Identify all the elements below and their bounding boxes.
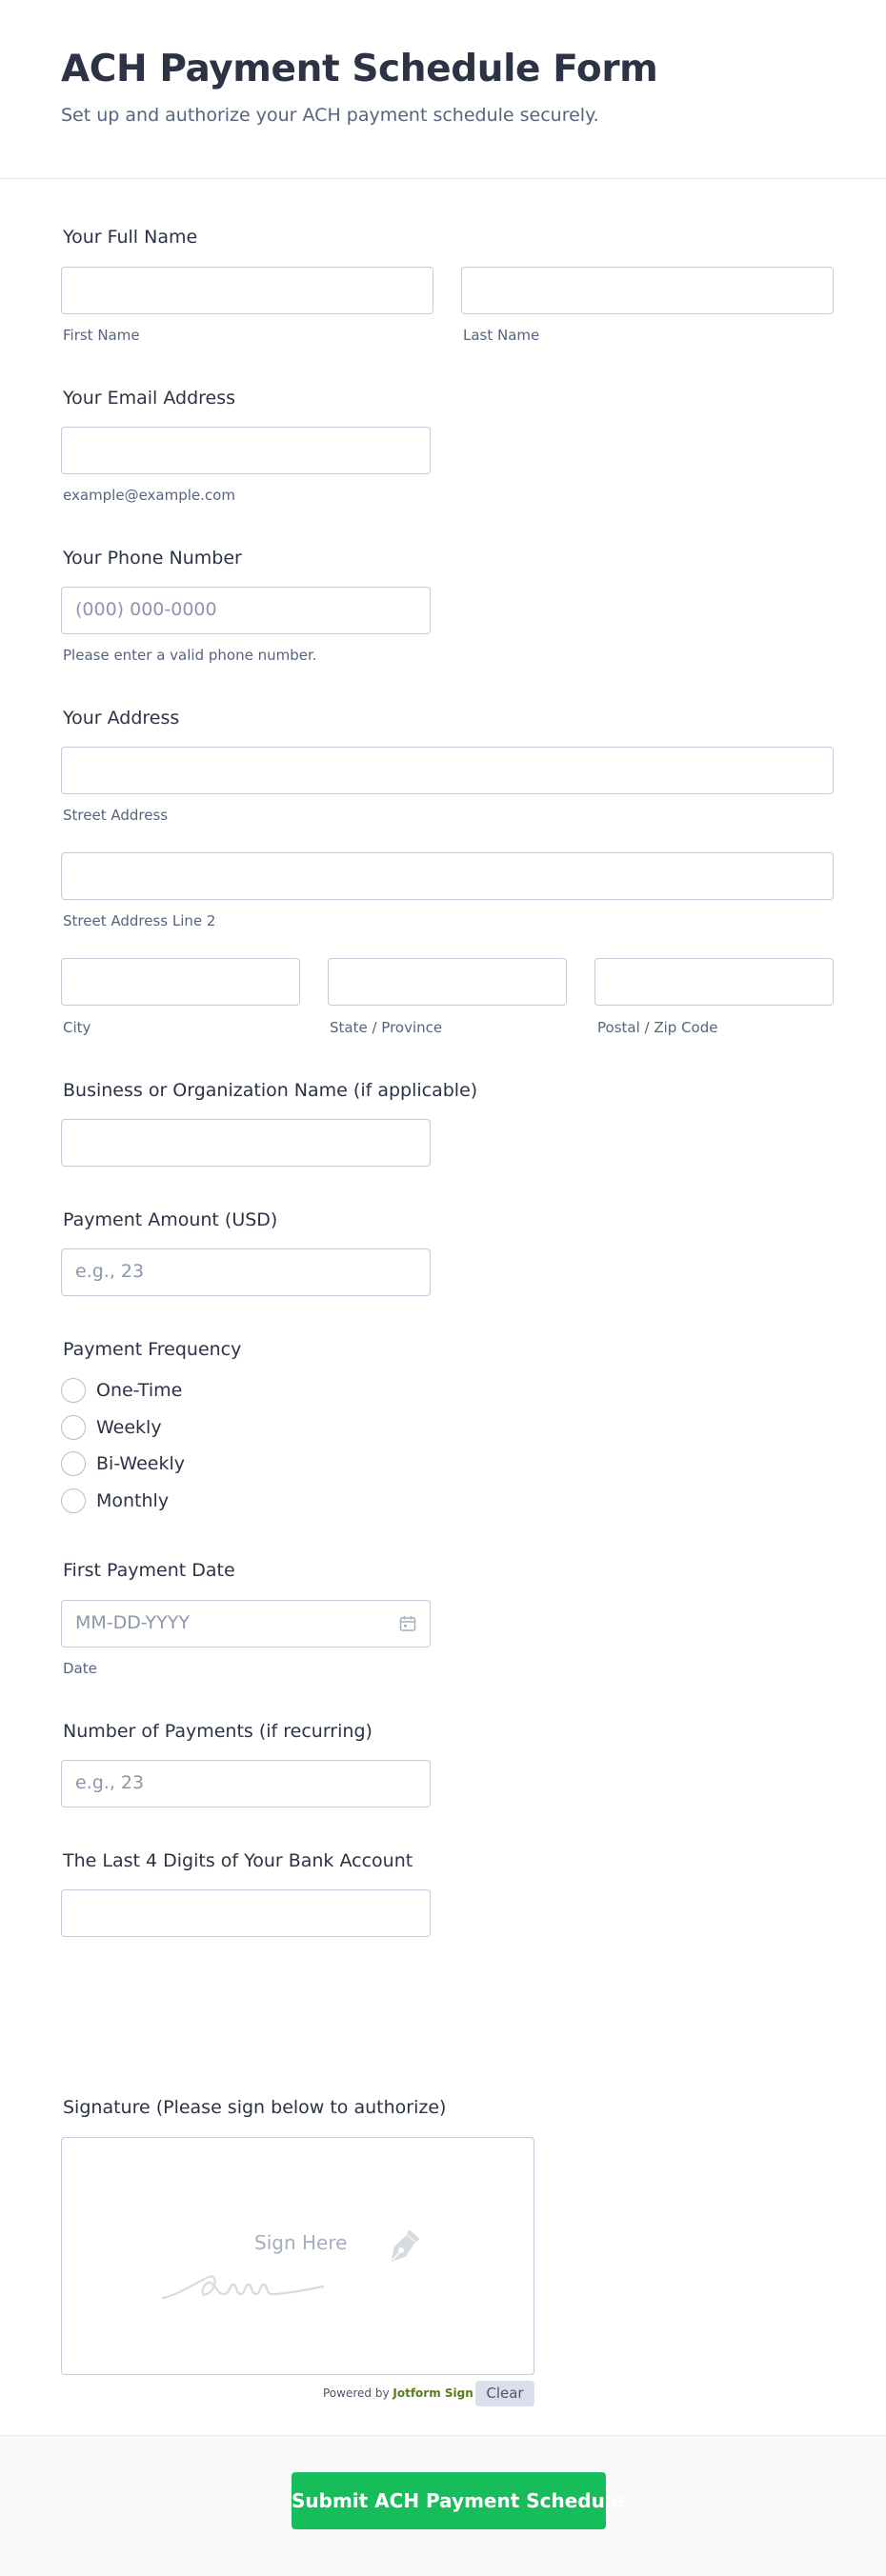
- radio-weekly[interactable]: [61, 1415, 213, 1442]
- business-input[interactable]: [61, 1119, 431, 1167]
- first-date-label: First Payment Date: [63, 1560, 235, 1581]
- city-input[interactable]: [61, 958, 300, 1006]
- radio-label: Weekly: [96, 1417, 162, 1438]
- state-input[interactable]: [328, 958, 567, 1006]
- first-date-placeholder: MM-DD-YYYY: [75, 1612, 190, 1633]
- first-name-input[interactable]: [61, 267, 433, 314]
- city-sublabel: City: [63, 1019, 91, 1036]
- page-title: ACH Payment Schedule Form: [61, 48, 658, 90]
- last-name-sublabel: Last Name: [463, 327, 540, 344]
- num-payments-label: Number of Payments (if recurring): [63, 1721, 373, 1742]
- street-address-line2-sublabel: Street Address Line 2: [63, 912, 216, 929]
- email-input[interactable]: [61, 427, 431, 474]
- radio-circle[interactable]: [61, 1451, 86, 1476]
- jotform-sign-brand: Jotform Sign: [393, 2386, 473, 2400]
- address-label: Your Address: [63, 708, 180, 729]
- radio-label: Bi-Weekly: [96, 1453, 185, 1474]
- amount-input[interactable]: [61, 1248, 431, 1296]
- radio-label: One-Time: [96, 1380, 183, 1401]
- num-payments-input[interactable]: [61, 1760, 431, 1807]
- amount-label: Payment Amount (USD): [63, 1209, 278, 1230]
- amount-placeholder: e.g., 23: [75, 1261, 145, 1282]
- zip-sublabel: Postal / Zip Code: [597, 1019, 718, 1036]
- clear-signature-button[interactable]: Clear: [475, 2381, 534, 2406]
- powered-by: [323, 2386, 473, 2400]
- first-name-sublabel: First Name: [63, 327, 140, 344]
- last-name-input[interactable]: [461, 267, 834, 314]
- calendar-icon[interactable]: [399, 1615, 416, 1632]
- street-address-input[interactable]: [61, 747, 834, 794]
- phone-input[interactable]: [61, 587, 431, 634]
- signature-placeholder: Sign Here: [254, 2231, 348, 2254]
- form-header: [0, 0, 886, 179]
- street-address-sublabel: Street Address: [63, 807, 169, 824]
- first-date-input[interactable]: [61, 1600, 431, 1647]
- signature-label: Signature (Please sign below to authorize): [63, 2097, 447, 2118]
- pen-icon: [380, 2229, 422, 2271]
- radio-bi-weekly[interactable]: [61, 1451, 213, 1478]
- radio-one-time[interactable]: [61, 1378, 213, 1405]
- email-label: Your Email Address: [63, 388, 236, 409]
- full-name-label: Your Full Name: [63, 227, 198, 248]
- frequency-label: Payment Frequency: [63, 1339, 242, 1360]
- powered-by-prefix: Powered by: [323, 2386, 390, 2400]
- first-date-sublabel: Date: [63, 1660, 97, 1677]
- state-sublabel: State / Province: [330, 1019, 443, 1036]
- phone-label: Your Phone Number: [63, 548, 242, 569]
- email-sublabel: example@example.com: [63, 487, 235, 504]
- signature-pad[interactable]: [61, 2137, 534, 2375]
- num-payments-placeholder: e.g., 23: [75, 1772, 145, 1793]
- page-subtitle: Set up and authorize your ACH payment schedule securely.: [61, 105, 599, 126]
- zip-input[interactable]: [594, 958, 834, 1006]
- bank-digits-input[interactable]: [61, 1889, 431, 1937]
- signature-scribble-icon: [161, 2252, 352, 2309]
- radio-monthly[interactable]: [61, 1488, 213, 1515]
- street-address-line2-input[interactable]: [61, 852, 834, 900]
- radio-circle[interactable]: [61, 1378, 86, 1403]
- submit-button[interactable]: Submit ACH Payment Schedule: [292, 2472, 606, 2529]
- business-label: Business or Organization Name (if applicable): [63, 1080, 478, 1101]
- bank-digits-label: The Last 4 Digits of Your Bank Account: [63, 1850, 413, 1871]
- radio-circle[interactable]: [61, 1415, 86, 1440]
- radio-circle[interactable]: [61, 1488, 86, 1513]
- radio-label: Monthly: [96, 1490, 170, 1511]
- phone-sublabel: Please enter a valid phone number.: [63, 647, 317, 664]
- phone-placeholder: (000) 000-0000: [75, 599, 217, 620]
